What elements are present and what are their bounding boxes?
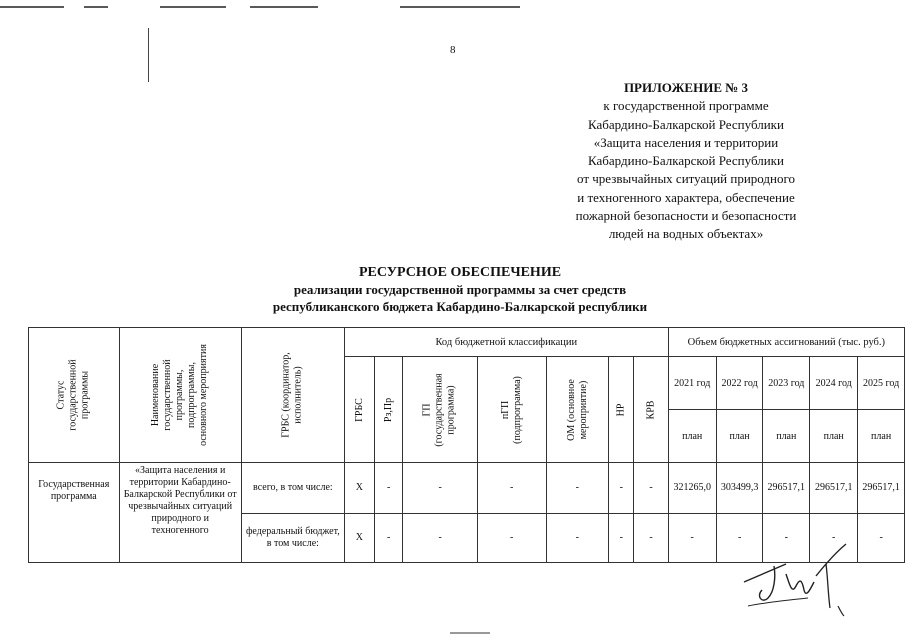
header-plan: план (668, 410, 716, 463)
appendix-line: людей на водных объектах» (608, 226, 764, 242)
row-source: всего, в том числе: (241, 463, 344, 514)
header-year-2024: 2024 год (810, 357, 858, 410)
title-line-3: республиканского бюджета Кабардино-Балкарской республики (272, 299, 648, 314)
row-code: - (477, 463, 546, 514)
table-row (29, 463, 905, 514)
scan-vertical-line (148, 28, 149, 82)
title-line-2: реализации государственной программы за счет средств (293, 282, 627, 297)
row-program-name: «Защита населения и территории Кабардино-Балкарской Республики от чрезвычайных ситуаций природного и техногенного (119, 463, 241, 563)
row-value: - (716, 514, 763, 563)
scan-bottom-mark (450, 632, 490, 634)
row-value: 296517,1 (858, 463, 905, 514)
row-code: - (477, 514, 546, 563)
header-code-pgp: пГП (подпрограмма) (477, 357, 546, 463)
header-year-2025: 2025 год (858, 357, 905, 410)
header-code-gp: ГП (государственная программа) (403, 357, 477, 463)
header-code-krv: КРВ (634, 357, 668, 463)
row-code: Х (344, 514, 374, 563)
appendix-line: и техногенного характера, обеспечение (577, 189, 795, 205)
appendix-line: «Защита населения и территории (593, 134, 779, 150)
header-status: Статус государственной программы (29, 328, 120, 463)
row-code: - (374, 463, 403, 514)
row-value: 303499,3 (716, 463, 763, 514)
row-source: федеральный бюджет, в том числе: (241, 514, 344, 563)
header-grbs-coordinator: ГРБС (координатор, исполнитель) (241, 328, 344, 463)
appendix-line: пожарной безопасности и безопасности (575, 208, 797, 224)
row-value: 296517,1 (763, 463, 810, 514)
header-code-grbs: ГРБС (344, 357, 374, 463)
row-code: - (634, 514, 668, 563)
row-value: 296517,1 (810, 463, 858, 514)
header-year-2023: 2023 год (763, 357, 810, 410)
row-code: - (634, 463, 668, 514)
resource-table (28, 327, 905, 563)
row-code: - (546, 463, 609, 514)
header-code-group: Код бюджетной классификации (344, 328, 668, 357)
row-code: - (403, 514, 477, 563)
header-code-om: ОМ (основное мероприятие) (546, 357, 609, 463)
header-code-nr: НР (609, 357, 634, 463)
row-code: Х (344, 463, 374, 514)
row-value: - (668, 514, 716, 563)
row-code: - (609, 463, 634, 514)
row-value: - (763, 514, 810, 563)
row-code: - (609, 514, 634, 563)
row-value: 321265,0 (668, 463, 716, 514)
row-code: - (546, 514, 609, 563)
header-name: Наименование государственной программы, подпрограммы, основного мероприятия (119, 328, 241, 463)
scan-top-lines (0, 4, 905, 10)
row-code: - (403, 463, 477, 514)
header-plan: план (810, 410, 858, 463)
row-value: - (810, 514, 858, 563)
page-number: 8 (450, 44, 456, 56)
header-volume-group: Объем бюджетных ассигнований (тыс. руб.) (668, 328, 904, 357)
header-code-rzpr: Рз,Пр (374, 357, 403, 463)
header-plan: план (763, 410, 810, 463)
row-value: - (858, 514, 905, 563)
row-status: Государственная программа (29, 463, 120, 563)
header-plan: план (716, 410, 763, 463)
document-title (200, 264, 720, 315)
header-year-2021: 2021 год (668, 357, 716, 410)
appendix-line: Кабардино-Балкарской Республики (588, 116, 784, 132)
appendix-block (548, 79, 824, 244)
row-code: - (374, 514, 403, 563)
appendix-line: от чрезвычайных ситуаций природного (576, 171, 796, 187)
handwritten-signature (738, 536, 858, 618)
appendix-line: Кабардино-Балкарской Республики (588, 153, 784, 169)
header-plan: план (858, 410, 905, 463)
header-year-2022: 2022 год (716, 357, 763, 410)
appendix-line: к государственной программе (603, 98, 769, 114)
appendix-header: ПРИЛОЖЕНИЕ № 3 (623, 80, 749, 95)
title-line-1: РЕСУРСНОЕ ОБЕСПЕЧЕНИЕ (358, 265, 562, 280)
